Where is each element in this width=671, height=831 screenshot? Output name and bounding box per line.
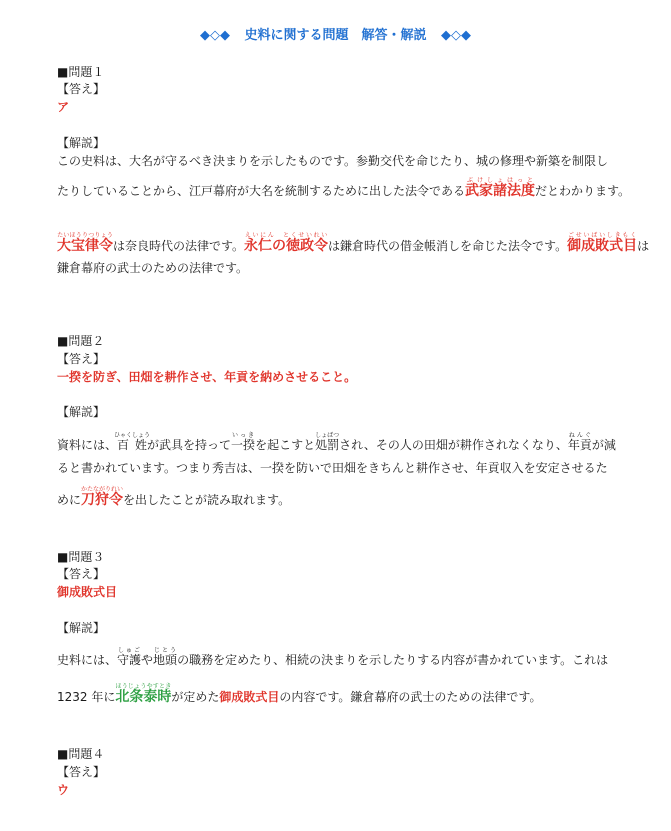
q2-explanation-label: 【解説】 — [57, 405, 106, 419]
q2-explanation-line — [57, 432, 616, 453]
q3-explanation-line — [57, 647, 608, 668]
q2-explanation-line: ると書かれています。つまり秀吉は、一揆を防いで田畑をきちんと耕作させ、年貢収入を安定させるた — [57, 461, 608, 475]
text-segment: を出したことが読み取れます。 — [123, 493, 291, 507]
term-ruby: たいほうりつりょう — [57, 232, 113, 239]
q1-explanation-line — [57, 177, 630, 199]
term-text: 北条泰時 — [115, 689, 172, 705]
term-ruby: ひゃくしょう — [114, 432, 151, 439]
q4-heading: ■問題４ — [57, 747, 105, 761]
q4-answer: ウ — [57, 783, 70, 797]
term-ruby: じとう — [153, 647, 178, 654]
q4-answer-label: 【答え】 — [57, 765, 106, 779]
term-ruby: ぶけしょはっと — [465, 177, 535, 184]
term-jito — [153, 647, 178, 667]
q1-explanation-line — [57, 232, 649, 254]
title-mark-left: ◆◇◆ — [199, 28, 230, 43]
term-einin-tokuseirei — [244, 232, 329, 254]
term-ruby: かたながりれい — [81, 486, 124, 493]
text-segment: の内容です。鎌倉幕府の武士のための法律です。 — [279, 690, 542, 704]
term-ruby: いっき — [231, 432, 256, 439]
term-ruby: ねんぐ — [567, 432, 592, 439]
text-segment: は奈良時代の法律です。 — [113, 239, 245, 253]
term-ruby: しょばつ — [315, 432, 340, 439]
term-text: 永仁の徳政令 — [244, 238, 329, 254]
title-mark-right: ◆◇◆ — [441, 28, 472, 43]
text-segment: され、その人の田畑が耕作されなくなり、 — [339, 438, 568, 452]
term-hojo-yasutoki — [115, 683, 172, 705]
term-goseibai-shikimoku: 御成敗式目 — [219, 690, 280, 704]
term-hyakusho — [114, 432, 151, 452]
term-ruby: しゅご — [117, 647, 142, 654]
term-text: 地頭 — [153, 653, 178, 667]
q2-explanation-line — [57, 486, 290, 508]
text-segment: めに — [57, 493, 82, 507]
q1-explanation-line: 鎌倉幕府の武士のための法律です。 — [57, 261, 249, 275]
text-segment: が武具を持って — [147, 438, 232, 452]
text-segment: たりしていることから、江戸幕府が大名を統制するために出した法令である — [57, 184, 466, 198]
text-segment: や — [141, 653, 154, 667]
term-shobatsu — [315, 432, 340, 452]
q2-answer: 一揆を防ぎ、田畑を耕作させ、年貢を納めさせること。 — [57, 370, 357, 384]
term-text: 処罰 — [315, 438, 340, 452]
text-segment: が定めた — [171, 690, 220, 704]
term-text: 武家諸法度 — [465, 183, 536, 199]
term-text: 御成敗式目 — [567, 238, 638, 254]
q1-answer: ア — [57, 100, 70, 114]
term-taiho-ritsuryo — [57, 232, 113, 254]
term-shugo — [117, 647, 142, 667]
text-segment: は鎌倉時代の借金帳消しを命じた法令です。 — [328, 239, 568, 253]
text-segment: だとわかります。 — [535, 184, 631, 198]
term-ruby: ほうじょうやすとき — [115, 683, 172, 690]
term-nengu — [567, 432, 592, 452]
text-segment: が減 — [591, 438, 616, 452]
term-ruby: えいにん とくせいれい — [244, 232, 329, 239]
term-text: 年貢 — [567, 438, 592, 452]
q1-heading: ■問題１ — [57, 65, 105, 79]
q1-explanation-line: この史料は、大名が守るべき決まりを示したものです。参勤交代を命じたり、城の修理や新築を制限し — [57, 154, 609, 168]
q3-heading: ■問題３ — [57, 550, 105, 564]
term-text: 守護 — [117, 653, 142, 667]
term-buke-shohatto — [465, 177, 536, 199]
text-segment: 資料には、 — [57, 438, 118, 452]
q2-answer-label: 【答え】 — [57, 352, 106, 366]
q1-answer-label: 【答え】 — [57, 82, 106, 96]
term-katanagari-rei — [81, 486, 124, 508]
q3-explanation-line — [57, 683, 541, 705]
text-segment: 1232 年に — [57, 690, 116, 704]
term-text: 一揆 — [231, 438, 256, 452]
text-segment: を起こすと — [255, 438, 316, 452]
text-segment: は — [637, 239, 650, 253]
term-goseibai-shikimoku — [567, 232, 638, 254]
text-segment: 史料には、 — [57, 653, 118, 667]
q2-heading: ■問題２ — [57, 334, 105, 348]
title-text: 史料に関する問題 解答・解説 — [244, 28, 427, 43]
page-title — [0, 24, 671, 43]
q3-explanation-label: 【解説】 — [57, 621, 106, 635]
term-text: 百姓 — [114, 438, 151, 452]
q3-answer-label: 【答え】 — [57, 567, 106, 581]
text-segment: の職務を定めたり、相続の決まりを示したりする内容が書かれています。これは — [177, 653, 609, 667]
term-text: 刀狩令 — [81, 492, 124, 508]
q3-answer: 御成敗式目 — [57, 585, 118, 599]
term-text: 大宝律令 — [57, 238, 113, 254]
term-ikki — [231, 432, 256, 452]
q1-explanation-label: 【解説】 — [57, 136, 106, 150]
term-ruby: ごせいばいしきもく — [567, 232, 638, 239]
